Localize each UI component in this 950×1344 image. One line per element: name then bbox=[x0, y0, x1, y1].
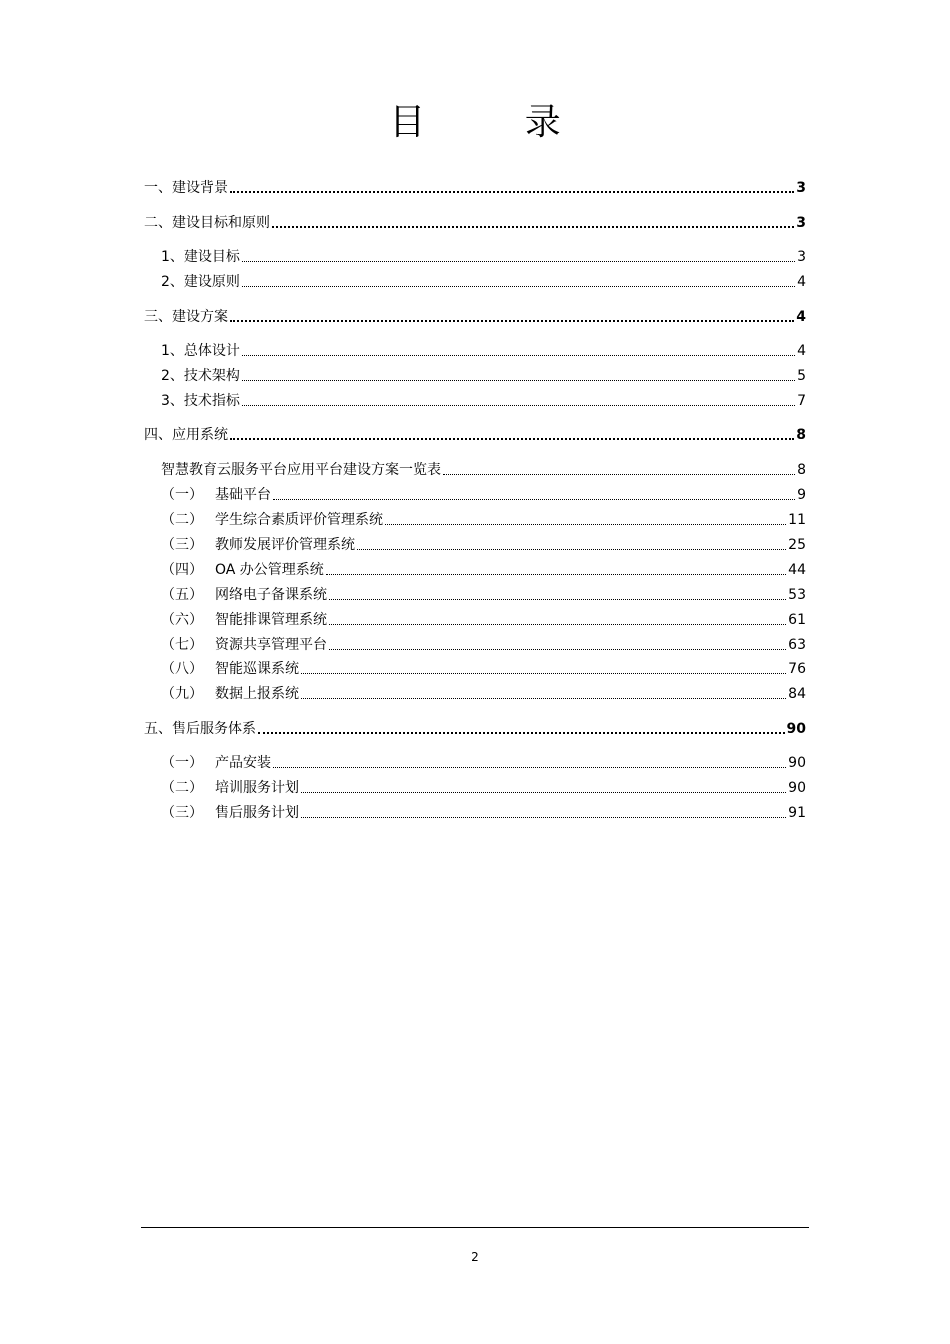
toc-entry[interactable] bbox=[161, 635, 806, 655]
toc-entry-label: OA 办公管理系统 bbox=[215, 562, 324, 578]
toc-entry-page: 63 bbox=[788, 637, 806, 653]
toc-entry-prefix: （六） bbox=[161, 612, 203, 628]
toc-entry-page: 76 bbox=[788, 661, 806, 677]
toc-leader-dots bbox=[385, 524, 786, 525]
toc-entry-page: 25 bbox=[788, 537, 806, 553]
toc-leader-dots bbox=[273, 499, 795, 500]
toc-entry[interactable] bbox=[161, 391, 806, 411]
toc-entry[interactable] bbox=[144, 719, 806, 739]
toc-entry-page: 8 bbox=[797, 462, 806, 478]
toc-entry-page: 3 bbox=[796, 215, 806, 231]
toc-entry-prefix: （二） bbox=[161, 780, 203, 796]
footer-page-number: 2 bbox=[471, 1250, 479, 1264]
toc-entry[interactable] bbox=[161, 341, 806, 361]
toc-entry-prefix: （一） bbox=[161, 487, 203, 503]
toc-entry-page: 44 bbox=[788, 562, 806, 578]
toc-entry-page: 3 bbox=[796, 180, 806, 196]
toc-entry-prefix: （四） bbox=[161, 562, 203, 578]
toc-entry-label: 1、建设目标 bbox=[161, 249, 240, 265]
toc-entry-prefix: （七） bbox=[161, 637, 203, 653]
toc-entry-label: 售后服务计划 bbox=[215, 805, 299, 821]
toc-title: 目 录 bbox=[389, 102, 605, 143]
toc-entry-page: 9 bbox=[797, 487, 806, 503]
toc-leader-dots bbox=[301, 817, 786, 818]
toc-entry-label: 1、总体设计 bbox=[161, 343, 240, 359]
toc-entry[interactable] bbox=[161, 560, 806, 580]
toc-entry-page: 4 bbox=[797, 343, 806, 359]
toc-entry[interactable] bbox=[144, 425, 806, 445]
toc-entry[interactable] bbox=[144, 307, 806, 327]
toc-entry-label: 培训服务计划 bbox=[215, 780, 299, 796]
toc-entry-page: 53 bbox=[788, 587, 806, 603]
toc-entry[interactable] bbox=[161, 247, 806, 267]
toc-leader-dots bbox=[329, 649, 786, 650]
toc-entry-label: 四、应用系统 bbox=[144, 427, 228, 443]
toc-entry-label: 教师发展评价管理系统 bbox=[215, 537, 355, 553]
toc-entry-label: 五、售后服务体系 bbox=[144, 721, 256, 737]
toc-leader-dots bbox=[242, 286, 795, 287]
toc-leader-dots bbox=[357, 549, 786, 550]
toc-leader-dots bbox=[329, 624, 786, 625]
toc-entry-page: 90 bbox=[786, 721, 806, 737]
toc-leader-dots bbox=[443, 474, 795, 475]
toc-entry-label: 3、技术指标 bbox=[161, 393, 240, 409]
toc-entry-label: 三、建设方案 bbox=[144, 309, 228, 325]
toc-entry-label: 2、建设原则 bbox=[161, 274, 240, 290]
toc-entry[interactable] bbox=[161, 485, 806, 505]
toc-entry-label: 智能排课管理系统 bbox=[215, 612, 327, 628]
toc-leader-dots bbox=[273, 767, 786, 768]
toc-leader-dots bbox=[272, 226, 794, 228]
toc-leader-dots bbox=[242, 380, 795, 381]
toc-leader-dots bbox=[258, 732, 785, 734]
toc-entry[interactable] bbox=[161, 659, 806, 679]
toc-entry[interactable] bbox=[161, 684, 806, 704]
toc-entry-page: 90 bbox=[788, 755, 806, 771]
toc-entry[interactable] bbox=[161, 272, 806, 292]
toc-leader-dots bbox=[329, 599, 786, 600]
toc-entry-page: 4 bbox=[796, 309, 806, 325]
toc-entry-label: 2、技术架构 bbox=[161, 368, 240, 384]
toc-entry[interactable] bbox=[161, 585, 806, 605]
toc-leader-dots bbox=[301, 673, 786, 674]
toc-entry[interactable] bbox=[161, 366, 806, 386]
toc-leader-dots bbox=[230, 320, 794, 322]
toc-entry-page: 5 bbox=[797, 368, 806, 384]
toc-leader-dots bbox=[301, 792, 786, 793]
toc-entry[interactable] bbox=[161, 510, 806, 530]
toc-entry-label: 产品安装 bbox=[215, 755, 271, 771]
toc-leader-dots bbox=[230, 438, 794, 440]
toc-entry-page: 91 bbox=[788, 805, 806, 821]
toc-entry-page: 11 bbox=[788, 512, 806, 528]
toc-entry-prefix: （八） bbox=[161, 661, 203, 677]
toc-entry-page: 90 bbox=[788, 780, 806, 796]
toc-entry-page: 84 bbox=[788, 686, 806, 702]
toc-entry-page: 4 bbox=[797, 274, 806, 290]
toc-entry-label: 一、建设背景 bbox=[144, 180, 228, 196]
toc-entry[interactable] bbox=[161, 778, 806, 798]
toc-entry-page: 61 bbox=[788, 612, 806, 628]
toc-entry-prefix: （三） bbox=[161, 537, 203, 553]
toc-entry-label: 学生综合素质评价管理系统 bbox=[215, 512, 383, 528]
toc-leader-dots bbox=[326, 574, 786, 575]
toc-entry-label: 基础平台 bbox=[215, 487, 271, 503]
toc-entry[interactable] bbox=[161, 535, 806, 555]
toc-entry-label: 二、建设目标和原则 bbox=[144, 215, 270, 231]
toc-entry[interactable] bbox=[144, 178, 806, 198]
toc-entry-page: 8 bbox=[796, 427, 806, 443]
toc-entry-page: 3 bbox=[797, 249, 806, 265]
toc-entry[interactable] bbox=[161, 610, 806, 630]
toc-entry[interactable] bbox=[161, 803, 806, 823]
footer-divider bbox=[141, 1227, 809, 1228]
toc-entry-page: 7 bbox=[797, 393, 806, 409]
toc-entry[interactable] bbox=[161, 753, 806, 773]
toc-leader-dots bbox=[242, 355, 795, 356]
toc-entry-label: 网络电子备课系统 bbox=[215, 587, 327, 603]
toc-entry-prefix: （二） bbox=[161, 512, 203, 528]
toc-leader-dots bbox=[242, 261, 795, 262]
toc-entry[interactable] bbox=[144, 213, 806, 233]
toc-entry-label: 智慧教育云服务平台应用平台建设方案一览表 bbox=[161, 462, 441, 478]
toc-entry-prefix: （一） bbox=[161, 755, 203, 771]
toc-leader-dots bbox=[242, 405, 795, 406]
toc-entry-label: 智能巡课系统 bbox=[215, 661, 299, 677]
toc-leader-dots bbox=[301, 698, 786, 699]
toc-leader-dots bbox=[230, 191, 794, 193]
toc-entry-prefix: （三） bbox=[161, 805, 203, 821]
toc-entry-prefix: （五） bbox=[161, 587, 203, 603]
toc-entry[interactable] bbox=[161, 460, 806, 480]
toc-entry-label: 数据上报系统 bbox=[215, 686, 299, 702]
toc-entry-prefix: （九） bbox=[161, 686, 203, 702]
toc-entry-label: 资源共享管理平台 bbox=[215, 637, 327, 653]
